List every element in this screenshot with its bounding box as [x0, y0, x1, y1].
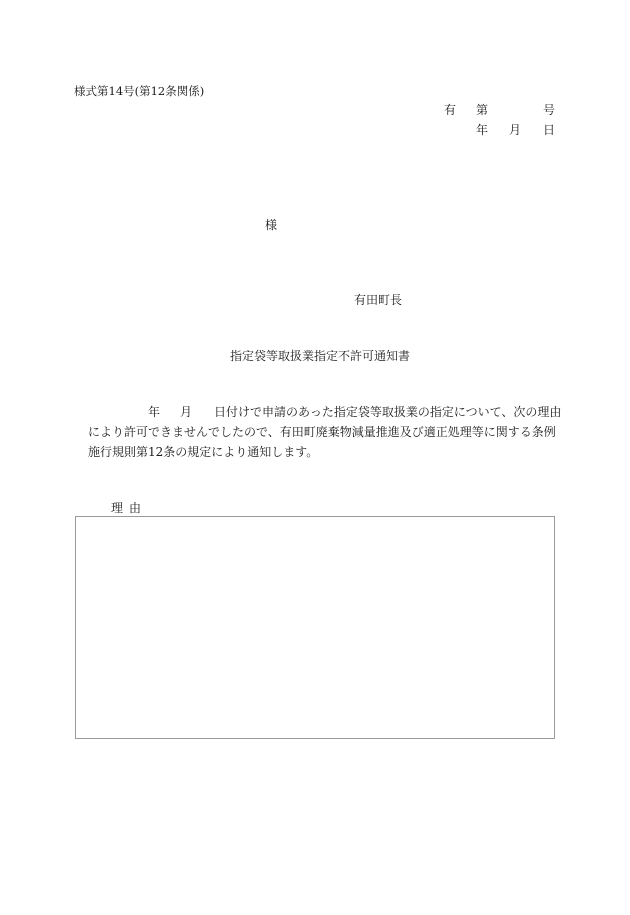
body-line-2: により許可できませんでしたので、有田町廃棄物減量推進及び適正処理等に関する条例 [88, 425, 556, 439]
document-title: 指定袋等取扱業指定不許可通知書 [230, 349, 411, 363]
form-number: 様式第14号(第12条関係) [74, 84, 205, 98]
date-month-label: 月 [509, 123, 522, 137]
body-line-1 [148, 406, 561, 418]
body-line-1-text: 日付けで申請のあった指定袋等取扱業の指定について、次の理由 [214, 405, 562, 419]
date-day-label: 日 [543, 123, 556, 137]
document-number-go: 号 [543, 103, 556, 117]
body-line-3: 施行規則第12条の規定により通知します。 [88, 445, 319, 459]
date-year-label: 年 [476, 123, 489, 137]
body-year-label: 年 [148, 405, 161, 419]
body-month-label: 月 [180, 405, 193, 419]
document-number-dai: 第 [476, 103, 489, 117]
addressee-honorific: 様 [265, 218, 278, 232]
reason-label: 理由 [111, 501, 148, 515]
reason-box [75, 516, 555, 739]
document-number-prefix: 有 [444, 103, 457, 117]
sender-name: 有田町長 [354, 293, 403, 307]
